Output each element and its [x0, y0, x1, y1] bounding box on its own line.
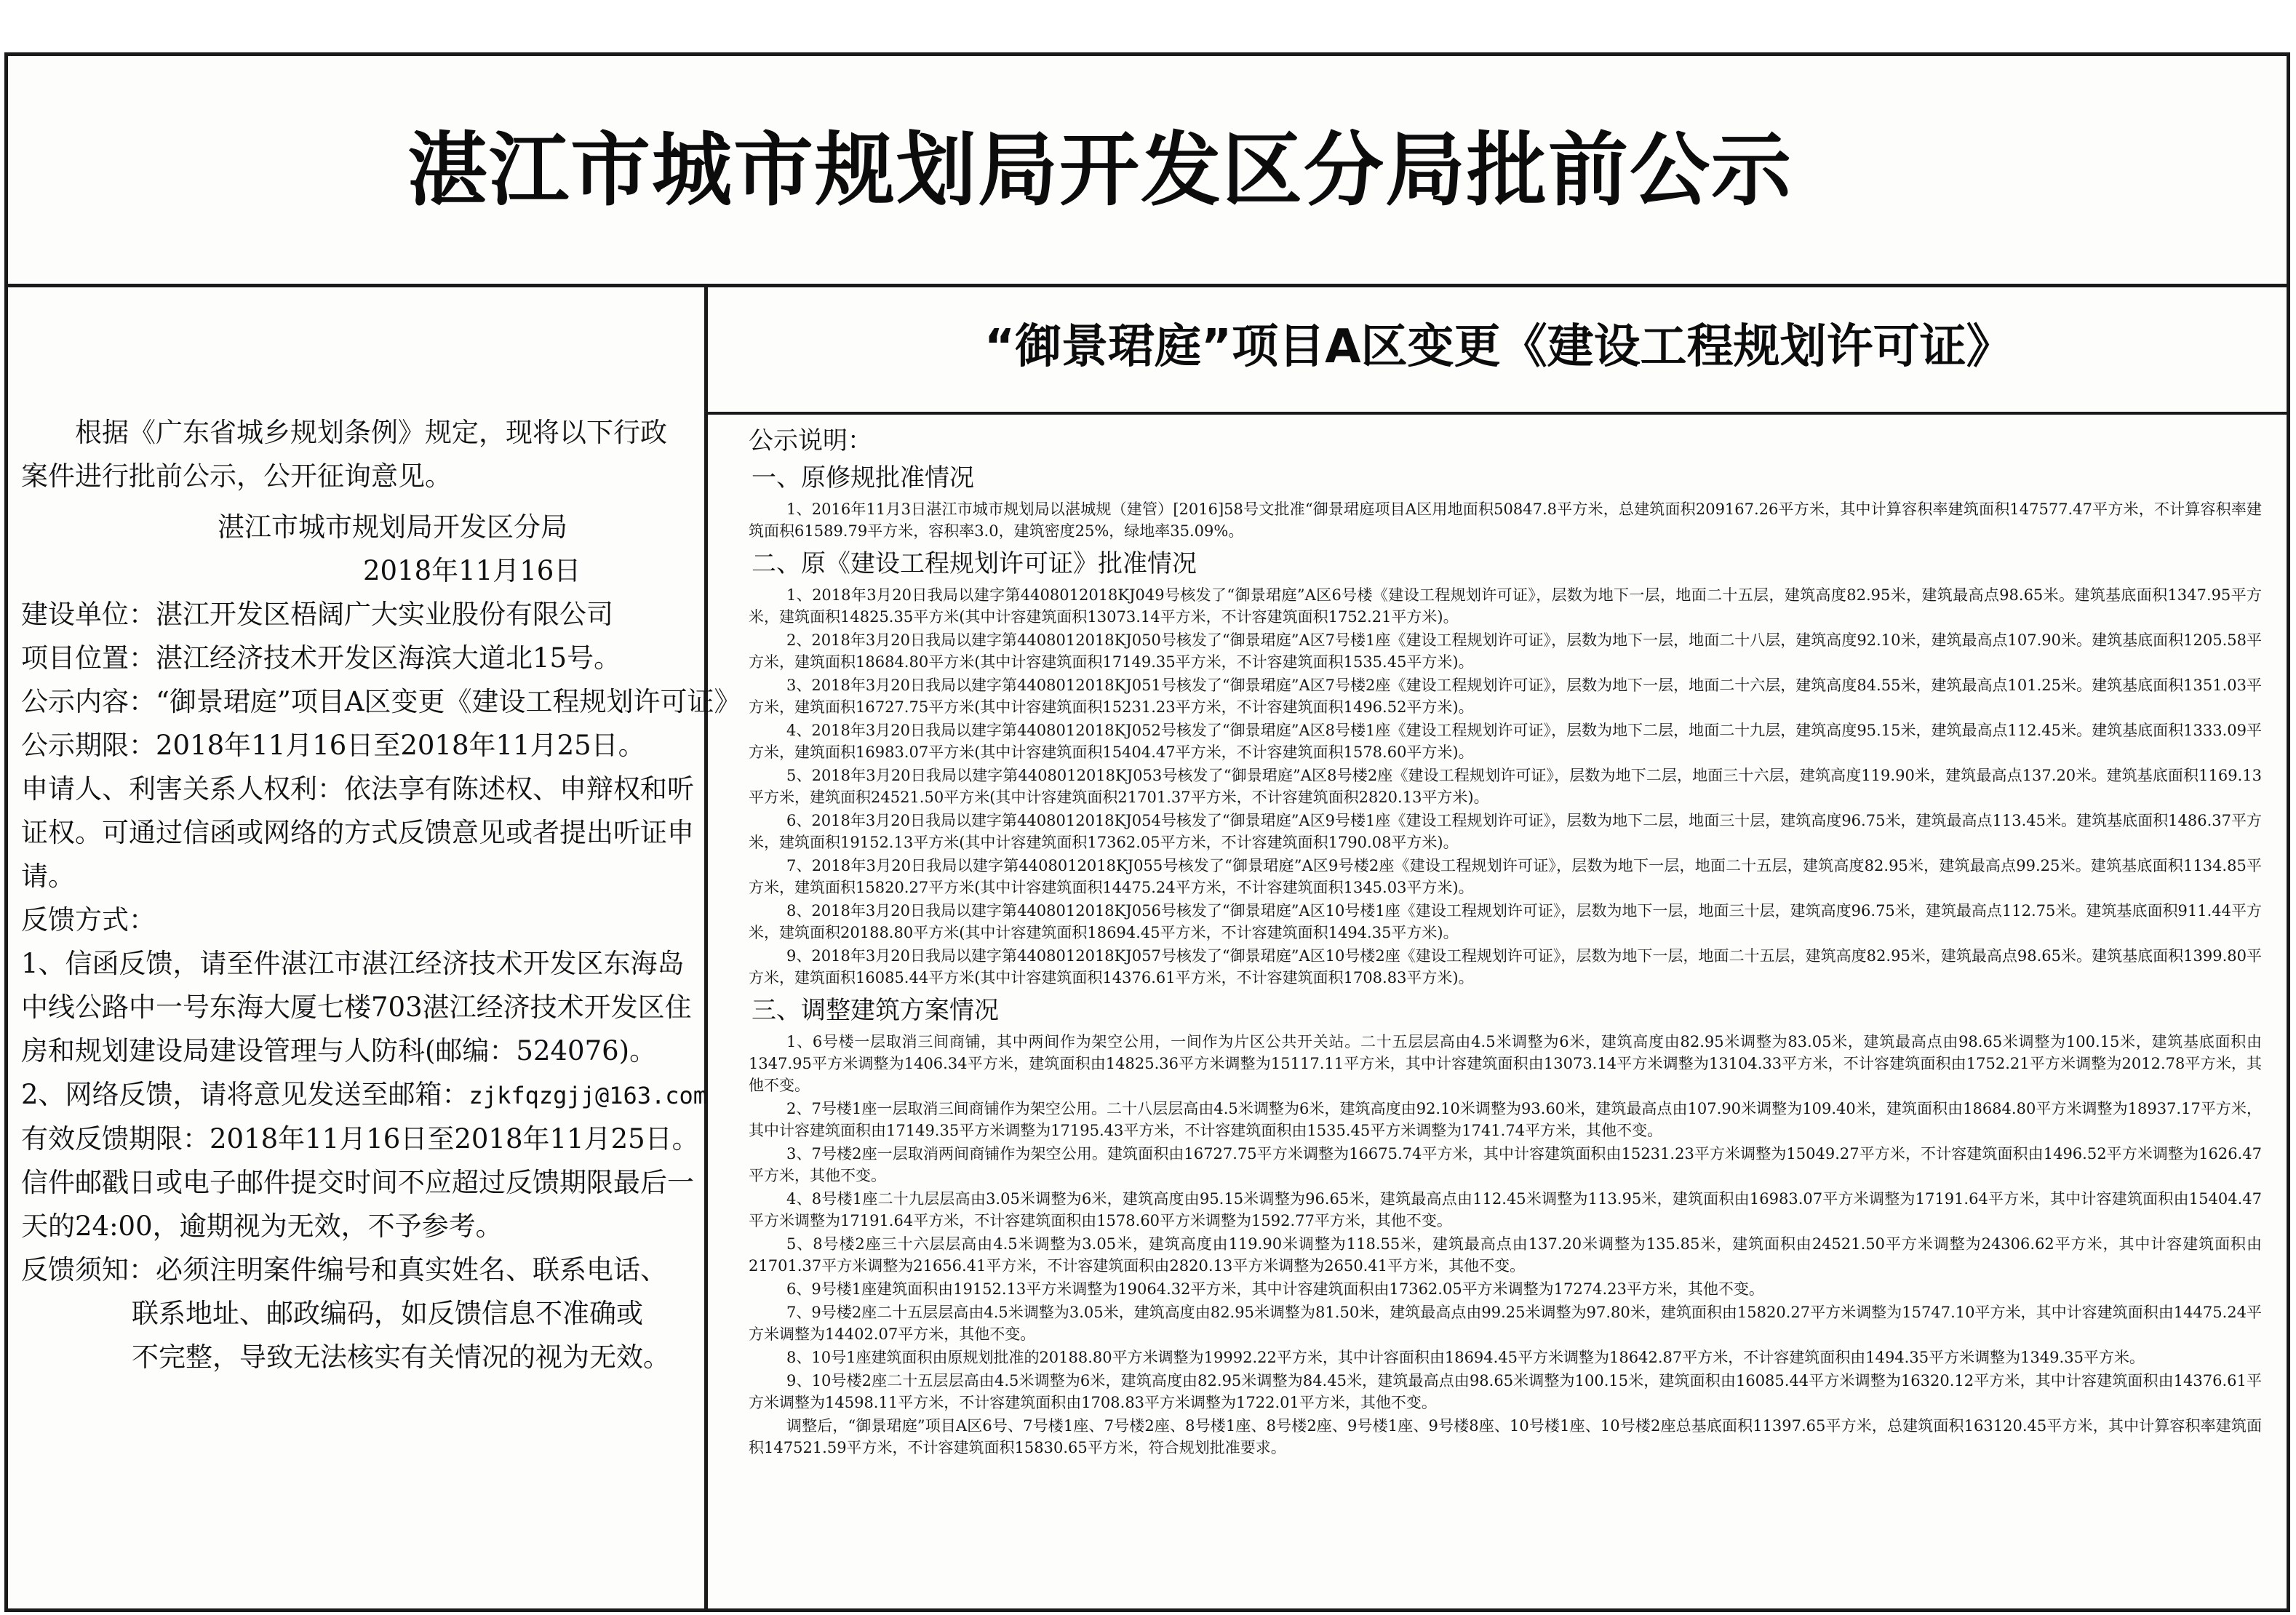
section-2-heading: 二、原《建设工程规划许可证》批准情况 [752, 549, 1197, 578]
section-2-item-9: 9、2018年3月20日我局以建字第4408012018KJ057号核发了“御景珺庭”A区10号楼2座《建设工程规划许可证》，层数为地下一层，地面二十五层，建筑高度82.95米，建筑最高点98.65米。建筑基底面积1399.80平方米，建筑面积16085.44平方米(其中计容建筑面积14376.61平方米，不计容建筑面积1708.83平方米)。 [749, 947, 2262, 986]
page-title: 湛江市城市规划局开发区分局批前公示 [407, 123, 1793, 217]
section-3-item-2: 2、7号楼1座一层取消三间商铺作为架空公用。二十八层层高由4.5米调整为6米，建筑高度由92.10米调整为93.60米，建筑最高点由107.90米调整为109.40米，建筑面积由18684.80平方米调整为18937.17平方米，其中计容建筑面积由17149.35平方米调整为17195.43平方米，不计容建筑面积由1535.45平方米调整为1741.74平方米，其他不变。 [749, 1100, 2262, 1139]
section-1-heading: 一、原修规批准情况 [752, 463, 974, 493]
section-2-item-5: 5、2018年3月20日我局以建字第4408012018KJ053号核发了“御景珺庭”A区8号楼2座《建设工程规划许可证》，层数为地下二层，地面三十六层，建筑高度119.90米，建筑最高点137.20米。建筑基底面积1169.13平方米，建筑面积24521.50平方米(其中计容建筑面积21701.37平方米，不计容建筑面积2820.13平方米)。 [749, 767, 2262, 806]
section-2-item-7: 7、2018年3月20日我局以建字第4408012018KJ055号核发了“御景珺庭”A区9号楼2座《建设工程规划许可证》，层数为地下一层，地面二十五层，建筑高度82.95米，建筑最高点99.25米。建筑基底面积1134.85平方米，建筑面积15820.27平方米(其中计容建筑面积14475.24平方米，不计容建筑面积1345.03平方米)。 [749, 857, 2262, 896]
deadline-note: 信件邮戳日或电子邮件提交时间不应超过反馈期限最后一天的24:00，逾期视为无效，不予参考。 [21, 1167, 694, 1242]
project-location: 项目位置：湛江经济技术开发区海滨大道北15号。 [21, 642, 621, 674]
section-3-item-7: 7、9号楼2座二十五层层高由4.5米调整为3.05米，建筑高度由82.95米调整为81.50米，建筑最高点由99.25米调整为97.80米，建筑面积由15820.27平方米调整为15747.10平方米，其中计容建筑面积由14475.24平方米调整为14402.07平方米，其他不变。 [749, 1304, 2262, 1343]
issue-date: 2018年11月16日 [363, 555, 581, 586]
feedback-network-label: 2、网络反馈，请将意见发送至邮箱： [21, 1079, 469, 1110]
notice-details [749, 426, 2262, 1460]
notice-board [4, 52, 2290, 1612]
section-3-heading: 三、调整建筑方案情况 [752, 996, 999, 1025]
builder: 建设单位：湛江开发区梧阔广大实业股份有限公司 [21, 599, 613, 630]
section-2-item-3: 3、2018年3月20日我局以建字第4408012018KJ051号核发了“御景珺庭”A区7号楼2座《建设工程规划许可证》，层数为地下一层，地面二十六层，建筑高度84.55米，建筑最高点101.25米。建筑基底面积1351.03平方米，建筑面积16727.75平方米(其中计容建筑面积15231.23平方米，不计容建筑面积1496.52平方米)。 [749, 677, 2262, 716]
notice-content: 公示内容：“御景珺庭”项目A区变更《建设工程规划许可证》 [21, 686, 741, 717]
section-1-item: 1、2016年11月3日湛江市城市规划局以湛城规（建管）[2016]58号文批准“御景珺庭项目A区用地面积50847.8平方米，总建筑面积209167.26平方米，其中计算容积率建筑面积147577.47平方米，不计算容积率建筑面积61589.79平方米，容积率3.0，建筑密度25%，绿地率35.09%。 [749, 501, 2262, 540]
section-3-item-3: 3、7号楼2座一层取消两间商铺作为架空公用。建筑面积由16727.75平方米调整为16675.74平方米，其中计容建筑面积由15231.23平方米调整为15049.27平方米，不计容建筑面积由1496.52平方米调整为1626.47平方米，其他不变。 [749, 1145, 2262, 1184]
applicant-rights: 申请人、利害关系人权利：依法享有陈述权、申辩权和听证权。可通过信函或网络的方式反馈意见或者提出听证申请。 [21, 773, 694, 892]
notice-description-label: 公示说明： [749, 426, 872, 455]
section-2-item-2: 2、2018年3月20日我局以建字第4408012018KJ050号核发了“御景珺庭”A区7号楼1座《建设工程规划许可证》，层数为地下一层，地面二十八层，建筑高度92.10米，建筑最高点107.90米。建筑基底面积1205.58平方米，建筑面积18684.80平方米(其中计容建筑面积17149.35平方米，不计容建筑面积1535.45平方米)。 [749, 631, 2262, 671]
subtitle-band [708, 287, 2287, 415]
section-3-item-6: 6、9号楼1座建筑面积由19152.13平方米调整为19064.32平方米，其中计容建筑面积由17362.05平方米调整为17274.23平方米，其他不变。 [786, 1280, 1764, 1298]
feedback-letter: 1、信函反馈，请至件湛江市湛江经济技术开发区东海岛中线公路中一号东海大厦七楼703湛江经济技术开发区住房和规划建设局建设管理与人防科(邮编：524076)。 [21, 948, 692, 1066]
notice-line-1: 反馈须知：必须注明案件编号和真实姓名、联系电话、 [21, 1254, 667, 1285]
section-2-item-6: 6、2018年3月20日我局以建字第4408012018KJ054号核发了“御景珺庭”A区9号楼1座《建设工程规划许可证》，层数为地下二层，地面三十层，建筑高度96.75米，建筑最高点113.45米。建筑基底面积1486.37平方米，建筑面积19152.13平方米(其中计容建筑面积17362.05平方米，不计容建筑面积1790.08平方米)。 [749, 812, 2262, 851]
feedback-heading: 反馈方式： [21, 904, 156, 936]
notice-line-2: 联系地址、邮政编码，如反馈信息不准确或 [132, 1298, 643, 1329]
right-column [708, 287, 2287, 1608]
section-3-item-1: 1、6号楼一层取消三间商铺，其中两间作为架空公用，一间作为片区公共开关站。二十五层层高由4.5米调整为6米，建筑高度由82.95米调整为83.05米，建筑最高点由98.65米调整为100.15米，建筑基底面积由1347.95平方米调整为1406.34平方米，建筑面积由14825.36平方米调整为15117.11平方米，其中计容建筑面积由13073.14平方米调整为13104.33平方米，不计容建筑面积由1752.21平方米调整为2012.78平方米，其他不变。 [749, 1033, 2262, 1094]
section-3-item-8: 8、10号1座建筑面积由原规划批准的20188.80平方米调整为19992.22平方米，其中计容面积由18694.45平方米调整为18642.87平方米，不计容建筑面积由1494.35平方米调整为1349.35平方米。 [786, 1349, 2145, 1366]
valid-period: 有效反馈期限：2018年11月16日至2018年11月25日。 [21, 1123, 699, 1155]
section-3-summary: 调整后，“御景珺庭”项目A区6号、7号楼1座、7号楼2座、8号楼1座、8号楼2座、9号楼1座、9号楼8座、10号楼1座、10号楼2座总基底面积11397.65平方米，总建筑面积163120.45平方米，其中计算容积率建筑面积147521.59平方米，不计容建筑面积15830.65平方米，符合规划批准要求。 [749, 1417, 2262, 1456]
intro-text: 根据《广东省城乡规划条例》规定，现将以下行政案件进行批前公示，公开征询意见。 [21, 417, 667, 492]
project-subtitle: “御景珺庭”项目A区变更《建设工程规划许可证》 [984, 320, 2013, 374]
section-2-item-4: 4、2018年3月20日我局以建字第4408012018KJ052号核发了“御景珺庭”A区8号楼1座《建设工程规划许可证》，层数为地下二层，地面二十九层，建筑高度95.15米，建筑最高点112.45米。建筑基底面积1333.09平方米，建筑面积16983.07平方米(其中计容建筑面积15404.47平方米，不计容建筑面积1578.60平方米)。 [749, 722, 2262, 761]
section-3-item-9: 9、10号楼2座二十五层层高由4.5米调整为6米，建筑高度由82.95米调整为84.45米，建筑最高点由98.65米调整为100.15米，建筑面积由16085.44平方米调整为16320.12平方米，其中计容建筑面积由14376.61平方米调整为14598.11平方米，不计容建筑面积由1708.83平方米调整为1722.01平方米，其他不变。 [749, 1372, 2262, 1411]
section-2-item-8: 8、2018年3月20日我局以建字第4408012018KJ056号核发了“御景珺庭”A区10号楼1座《建设工程规划许可证》，层数为地下一层，地面三十层，建筑高度96.75米，建筑最高点112.75米。建筑基底面积911.44平方米，建筑面积20188.80平方米(其中计容建筑面积18694.45平方米，不计容建筑面积1494.35平方米)。 [749, 902, 2262, 941]
section-3-item-4: 4、8号楼1座二十九层层高由3.05米调整为6米，建筑高度由95.15米调整为96.65米，建筑最高点由112.45米调整为113.95米，建筑面积由16983.07平方米调整为17191.64平方米，其中计容建筑面积由15404.47平方米调整为17191.64平方米，不计容建筑面积由1578.60平方米调整为1592.77平方米，其他不变。 [749, 1190, 2262, 1229]
section-2-item-1: 1、2018年3月20日我局以建字第4408012018KJ049号核发了“御景珺庭”A区6号楼《建设工程规划许可证》，层数为地下一层，地面二十五层，建筑高度82.95米，建筑最高点98.65米。建筑基底面积1347.95平方米，建筑面积14825.35平方米(其中计容建筑面积13073.14平方米，不计容建筑面积1752.21平方米)。 [749, 586, 2262, 626]
section-3-item-5: 5、8号楼2座三十六层层高由4.5米调整为3.05米，建筑高度由119.90米调整为118.55米，建筑最高点由137.20米调整为135.85米，建筑面积由24521.50平方米调整为24306.62平方米，其中计容建筑面积由21701.37平方米调整为21656.41平方米，不计容建筑面积由2820.13平方米调整为2650.41平方米，其他不变。 [749, 1235, 2262, 1275]
title-band [8, 56, 2287, 287]
feedback-network [21, 1073, 708, 1117]
notice-period: 公示期限：2018年11月16日至2018年11月25日。 [21, 730, 645, 761]
feedback-email: zjkfqzgjj@163.com [469, 1082, 708, 1109]
left-column [8, 287, 741, 1608]
notice-line-3: 不完整，导致无法核实有关情况的视为无效。 [132, 1341, 670, 1373]
issuer: 湛江市城市规划局开发区分局 [218, 511, 567, 543]
